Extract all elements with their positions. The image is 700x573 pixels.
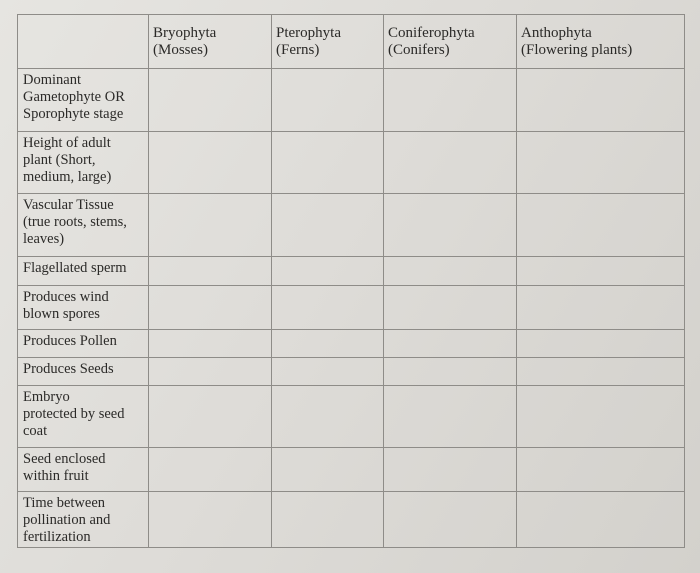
answer-cell[interactable] bbox=[383, 68, 516, 131]
answer-cell[interactable] bbox=[271, 385, 383, 447]
answer-cell[interactable] bbox=[516, 491, 685, 548]
answer-cell[interactable] bbox=[516, 193, 685, 256]
answer-cell[interactable] bbox=[383, 491, 516, 548]
table-row bbox=[17, 329, 685, 357]
row-label: Time between pollination and fertilization bbox=[17, 491, 148, 548]
header-bryophyta bbox=[148, 14, 271, 68]
answer-cell[interactable] bbox=[148, 285, 271, 329]
row-label: Flagellated sperm bbox=[17, 256, 148, 285]
answer-cell[interactable] bbox=[148, 68, 271, 131]
table-header-row bbox=[17, 14, 685, 68]
header-pterophyta bbox=[271, 14, 383, 68]
answer-cell[interactable] bbox=[383, 357, 516, 385]
answer-cell[interactable] bbox=[271, 68, 383, 131]
answer-cell[interactable] bbox=[383, 385, 516, 447]
answer-cell[interactable] bbox=[148, 357, 271, 385]
header-subtitle: (Conifers) bbox=[388, 42, 450, 58]
header-subtitle: (Flowering plants) bbox=[521, 42, 633, 58]
header-title: Bryophyta bbox=[153, 25, 217, 41]
row-label: Embryo protected by seed coat bbox=[17, 385, 148, 447]
table-row bbox=[17, 131, 685, 193]
answer-cell[interactable] bbox=[148, 491, 271, 548]
answer-cell[interactable] bbox=[148, 447, 271, 491]
answer-cell[interactable] bbox=[148, 131, 271, 193]
answer-cell[interactable] bbox=[516, 256, 685, 285]
header-title: Anthophyta bbox=[521, 25, 592, 41]
answer-cell[interactable] bbox=[383, 447, 516, 491]
header-subtitle: (Mosses) bbox=[153, 42, 208, 58]
header-title: Coniferophyta bbox=[388, 25, 475, 41]
table-row bbox=[17, 68, 685, 131]
table-row bbox=[17, 385, 685, 447]
answer-cell[interactable] bbox=[271, 256, 383, 285]
answer-cell[interactable] bbox=[383, 256, 516, 285]
answer-cell[interactable] bbox=[516, 131, 685, 193]
answer-cell[interactable] bbox=[516, 285, 685, 329]
answer-cell[interactable] bbox=[516, 68, 685, 131]
answer-cell[interactable] bbox=[148, 385, 271, 447]
row-label: Produces Pollen bbox=[17, 329, 148, 357]
table-row bbox=[17, 491, 685, 548]
answer-cell[interactable] bbox=[271, 447, 383, 491]
header-subtitle: (Ferns) bbox=[276, 42, 320, 58]
answer-cell[interactable] bbox=[383, 193, 516, 256]
header-coniferophyta bbox=[383, 14, 516, 68]
answer-cell[interactable] bbox=[383, 285, 516, 329]
answer-cell[interactable] bbox=[516, 357, 685, 385]
table-row bbox=[17, 285, 685, 329]
answer-cell[interactable] bbox=[271, 329, 383, 357]
table-row bbox=[17, 447, 685, 491]
answer-cell[interactable] bbox=[271, 131, 383, 193]
row-label: Produces wind blown spores bbox=[17, 285, 148, 329]
answer-cell[interactable] bbox=[271, 491, 383, 548]
row-label: Height of adult plant (Short, medium, large) bbox=[17, 131, 148, 193]
answer-cell[interactable] bbox=[148, 193, 271, 256]
answer-cell[interactable] bbox=[148, 256, 271, 285]
answer-cell[interactable] bbox=[516, 329, 685, 357]
header-corner-cell bbox=[17, 14, 148, 68]
answer-cell[interactable] bbox=[148, 329, 271, 357]
answer-cell[interactable] bbox=[516, 385, 685, 447]
answer-cell[interactable] bbox=[271, 193, 383, 256]
answer-cell[interactable] bbox=[271, 285, 383, 329]
table-row bbox=[17, 256, 685, 285]
row-label: Vascular Tissue (true roots, stems, leaves) bbox=[17, 193, 148, 256]
row-label: Dominant Gametophyte OR Sporophyte stage bbox=[17, 68, 148, 131]
table-row bbox=[17, 193, 685, 256]
row-label: Produces Seeds bbox=[17, 357, 148, 385]
answer-cell[interactable] bbox=[383, 329, 516, 357]
table-row bbox=[17, 357, 685, 385]
row-label: Seed enclosed within fruit bbox=[17, 447, 148, 491]
answer-cell[interactable] bbox=[383, 131, 516, 193]
header-anthophyta bbox=[516, 14, 685, 68]
answer-cell[interactable] bbox=[516, 447, 685, 491]
answer-cell[interactable] bbox=[271, 357, 383, 385]
plant-comparison-table bbox=[17, 14, 685, 548]
header-title: Pterophyta bbox=[276, 25, 341, 41]
